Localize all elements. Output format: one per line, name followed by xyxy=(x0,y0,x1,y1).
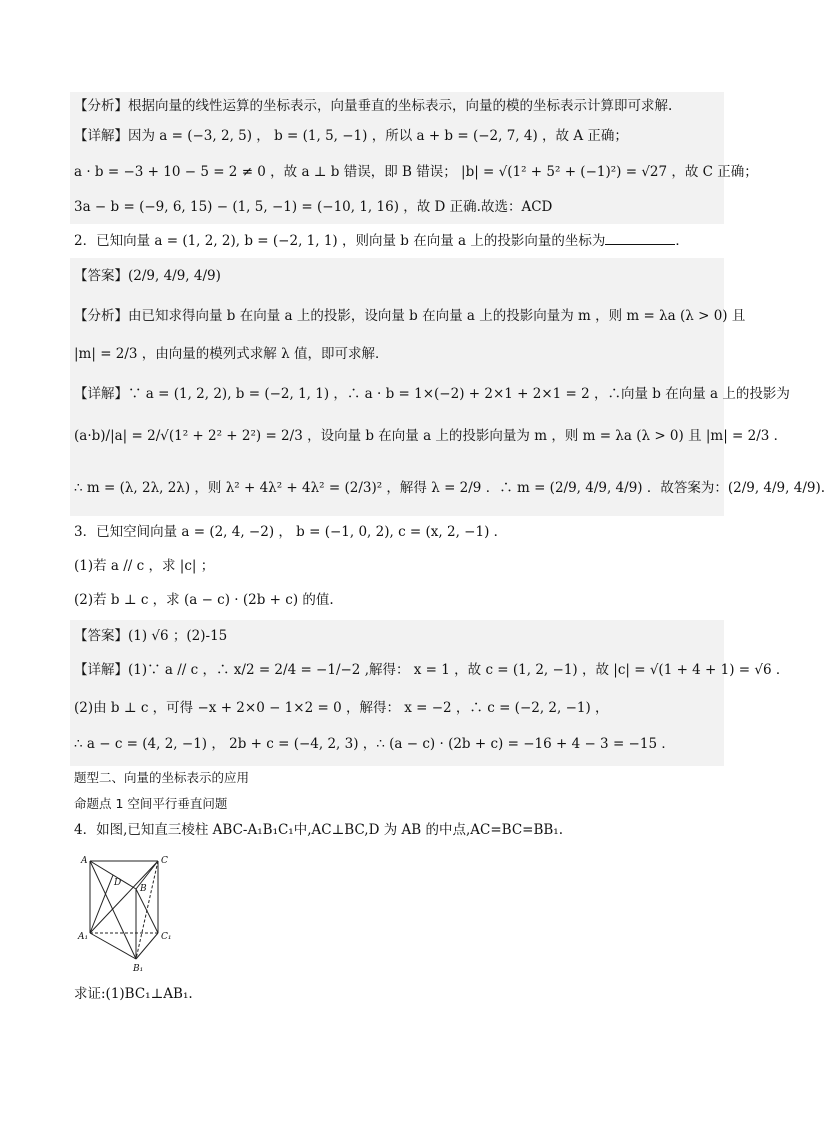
q4-question: 4．如图,已知直三棱柱 ABC-A₁B₁C₁中,AC⊥BC,D 为 AB 的中点,AC=BC=BB₁. xyxy=(74,822,563,838)
q4-prove: 求证:(1)BC₁⊥AB₁. xyxy=(74,986,193,1002)
q2-answer: 【答案】(2/9, 4/9, 4/9) xyxy=(74,268,221,284)
subsection-title: 命题点 1 空间平行垂直问题 xyxy=(74,796,228,811)
q2-analysis-2: |m| = 2/3 ，由向量的模列式求解 λ 值，即可求解． xyxy=(74,346,389,362)
q1-analysis: 【分析】根据向量的线性运算的坐标表示，向量垂直的坐标表示，向量的模的坐标表示计算即可求解. xyxy=(74,98,673,114)
q1-detail-1: 【详解】因为 a = (−3, 2, 5) ， b = (1, 5, −1) ，所以 a + b = (−2, 7, 4) ，故 A 正确； xyxy=(74,128,628,144)
section-title: 题型二、向量的坐标表示的应用 xyxy=(74,770,250,785)
label-A1: A₁ xyxy=(78,932,89,942)
label-B1: B₁ xyxy=(133,964,144,974)
q3-detail-3: ∴ a − c = (4, 2, −1) ， 2b + c = (−4, 2, 3) ，∴ (a − c) · (2b + c) = −16 + 4 − 3 = −15 ． xyxy=(74,736,675,752)
prism-figure xyxy=(78,855,188,979)
label-C1: C₁ xyxy=(161,932,172,942)
q2-detail-2: (a·b)/|a| = 2/√(1² + 2² + 2²) = 2/3 ，设向量 b 在向量 a 上的投影向量为 m ，则 m = λa (λ > 0) 且 |m| = 2/3 ． xyxy=(74,428,788,444)
triangular-prism-diagram xyxy=(78,855,188,975)
label-C: C xyxy=(161,856,168,866)
q3-part2: (2)若 b ⊥ c ，求 (a − c) · (2b + c) 的值. xyxy=(74,592,334,608)
q3-question: 3．已知空间向量 a = (2, 4, −2) ， b = (−1, 0, 2), c = (x, 2, −1) ． xyxy=(74,524,508,540)
label-A: A xyxy=(81,856,88,866)
q2-question xyxy=(74,230,724,251)
q3-part1: (1)若 a // c ，求 |c| ； xyxy=(74,558,215,574)
q1-detail-3: 3a − b = (−9, 6, 15) − (1, 5, −1) = (−10, 1, 16) ，故 D 正确.故选：ACD xyxy=(74,199,553,215)
answer-blank xyxy=(605,230,675,245)
q3-detail-2: (2)由 b ⊥ c ，可得 −x + 2×0 − 1×2 = 0 ，解得： x = −2 ，∴ c = (−2, 2, −1) ， xyxy=(74,700,609,716)
label-B: B xyxy=(140,884,147,894)
q2-question-end: ． xyxy=(675,233,689,249)
q1-detail-2: a · b = −3 + 10 − 5 = 2 ≠ 0 ，故 a ⊥ b 错误，即 B 错误； |b| = √(1² + 5² + (−1)²) = √27 ，故 C 正确； xyxy=(74,164,758,180)
q3-answer: 【答案】(1) √6 ；(2)-15 xyxy=(74,628,228,644)
q2-analysis-1: 【分析】由已知求得向量 b 在向量 a 上的投影，设向量 b 在向量 a 上的投影向量为 m ，则 m = λa (λ > 0) 且 xyxy=(74,308,746,324)
q2-detail-1: 【详解】∵ a = (1, 2, 2), b = (−2, 1, 1) ，∴ a · b = 1×(−2) + 2×1 + 2×1 = 2 ，∴向量 b 在向量 a 上的投影为 xyxy=(74,386,790,402)
q2-detail-3: ∴ m = (λ, 2λ, 2λ) ，则 λ² + 4λ² + 4λ² = (2/3)² ，解得 λ = 2/9 ．∴ m = (2/9, 4/9, 4/9) ．故答案为：(2/9, 4/9, 4/9). xyxy=(74,480,825,496)
label-D: D xyxy=(114,878,122,888)
q2-question-text: 2．已知向量 a = (1, 2, 2), b = (−2, 1, 1) ，则向量 b 在向量 a 上的投影向量的坐标为 xyxy=(74,233,606,249)
q3-detail-1: 【详解】(1)∵ a // c ，∴ x/2 = 2/4 = −1/−2 ,解得： x = 1 ，故 c = (1, 2, −1) ，故 |c| = √(1 + 4 + 1) = √6 ． xyxy=(74,662,790,678)
